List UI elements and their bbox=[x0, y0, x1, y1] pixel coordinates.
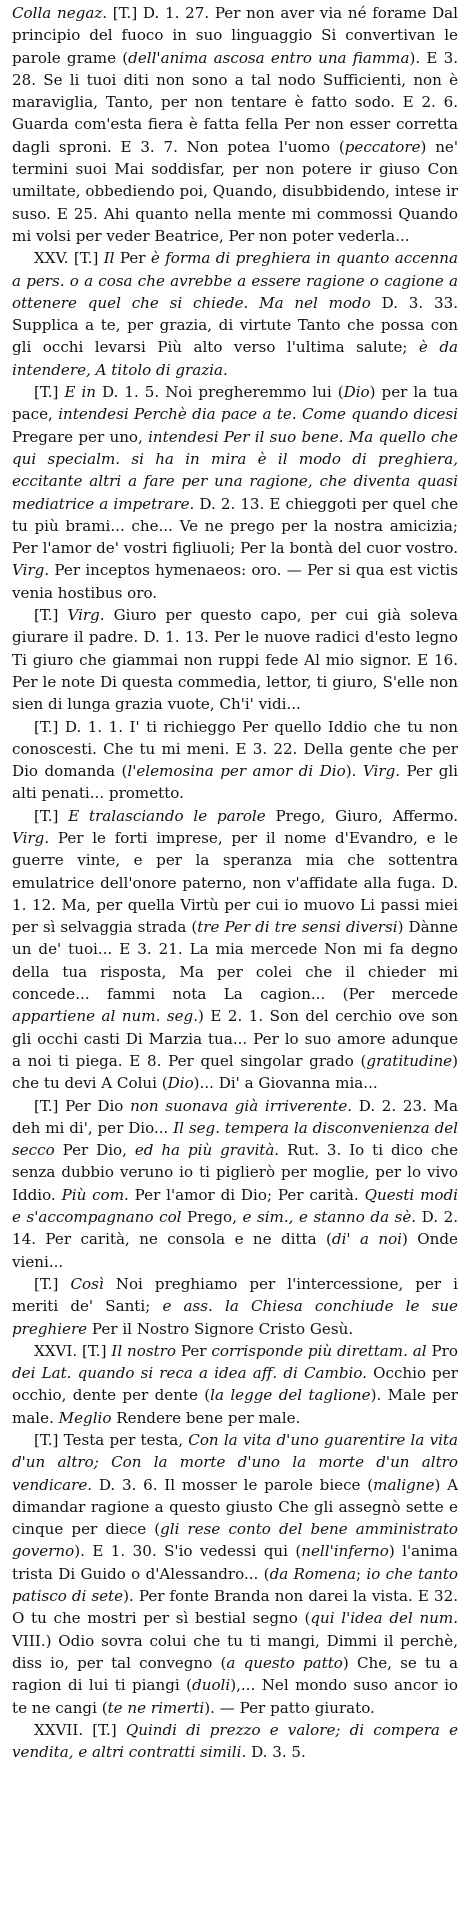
text-run: Pro bbox=[426, 1341, 458, 1360]
entry-paragraph bbox=[12, 2, 458, 247]
italic-run: e ass. la Chiesa conchiude le sue preghiere bbox=[12, 1297, 458, 1338]
text-run: ; bbox=[355, 1564, 367, 1583]
text-run: [T.] bbox=[34, 1274, 71, 1293]
text-run: [T.] D. 1. 1. I' ti richieggo Per quello Iddio che tu non conoscesti. Che tu mi meni. E 3. 22. Della gente che per Dio domanda ( bbox=[12, 717, 458, 781]
italic-run: è forma di preghiera in quanto accenna a pers. o a cosa che avrebbe a essere ragione o cagione a ottenere quel che si chiede. Ma nel modo bbox=[12, 249, 458, 312]
text-run: ). — Per patto giurato. bbox=[204, 1698, 375, 1717]
text-run: Per gli alti penati... prometto. bbox=[12, 762, 459, 803]
text-run: Per l'amor di Dio; Per carità. bbox=[128, 1185, 365, 1204]
text-run: Per bbox=[175, 1341, 212, 1360]
italic-run: l'elemosina per amor di Dio bbox=[127, 762, 346, 781]
entry-paragraph bbox=[12, 1719, 458, 1764]
entry-paragraph bbox=[12, 1429, 458, 1719]
text-run: [T.] bbox=[34, 383, 65, 402]
text-run: ) ne' termini suoi Mai soddisfar, per non potere ir giuso Con umiltate, obbediendo poi, Quando, disubbidendo, intese ir suso. E 25. Ahi quanto nella mente mi commossi Quando mi volsi per veder Beatrice, Per non poter vederla... bbox=[12, 137, 458, 245]
italic-run: la legge del taglione bbox=[210, 1386, 371, 1405]
italic-run: ed ha più gravità. bbox=[134, 1141, 280, 1160]
italic-run: Così bbox=[70, 1274, 104, 1293]
text-run: D. 2. 23. Ma deh mi di', per Dio... bbox=[12, 1096, 458, 1137]
entry-paragraph bbox=[12, 1273, 458, 1340]
text-run: ) che tu devi A Colui ( bbox=[12, 1051, 458, 1093]
italic-run: gli rese conto del bene amministrato governo bbox=[12, 1520, 458, 1561]
italic-run: è da intendere, A titolo di grazia. bbox=[12, 338, 458, 379]
italic-run: peccatore bbox=[344, 137, 421, 156]
italic-run: non suonava già irriverente. bbox=[130, 1096, 353, 1115]
italic-run: intendesi Perchè dia pace a te. Come quando dicesi bbox=[58, 405, 458, 424]
italic-run: E in bbox=[64, 383, 97, 402]
italic-run: gratitudine bbox=[366, 1051, 453, 1070]
italic-run: Colla negaz. bbox=[12, 4, 108, 22]
text-run: Per le forti imprese, per il nome d'Evandro, e le guerre vinte, e per la speranza mia che sottentra emulatrice dell'onore paterno, non v'affidate alla fuga. D. 1. 12. Ma, per quella Virtù per cui io muovo Li passi miei per sì selvaggia strada ( bbox=[12, 828, 458, 937]
italic-run: intendesi Per il suo bene. Ma quello che qui specialm. si ha in mira è il modo di preghiera, eccitante altri a fare per una ragione, che diventa quasi mediatrice a impetrare. bbox=[12, 427, 458, 513]
italic-run: Virg. bbox=[12, 828, 50, 847]
text-run: ) Onde vieni... bbox=[12, 1230, 458, 1271]
italic-run: da Romena bbox=[269, 1564, 356, 1583]
text-run: XXVII. [T.] bbox=[34, 1720, 126, 1739]
entry-paragraph bbox=[12, 247, 458, 381]
entry-paragraph bbox=[12, 805, 458, 1095]
italic-run: nell'inferno bbox=[301, 1542, 389, 1561]
text-run: ) A dimandar ragione a questo giusto Che gli assegnò sette e cinque per diece ( bbox=[12, 1475, 458, 1539]
entry-paragraph bbox=[12, 1095, 458, 1273]
text-run: Per bbox=[114, 249, 151, 268]
italic-run: Con la vita d'uno guarentire la vita d'un altro; Con la morte d'uno la morte d'un altro vendicare. bbox=[12, 1431, 458, 1494]
text-run: Per inceptos hymenaeos: oro. — Per si qua est victis venia hostibus oro. bbox=[12, 561, 458, 602]
italic-run: Più com. bbox=[61, 1185, 129, 1204]
italic-run: Meglio bbox=[58, 1408, 112, 1427]
text-run: D. 1. 5. Noi pregheremmo lui ( bbox=[96, 383, 344, 402]
italic-run: Il nostro bbox=[111, 1341, 176, 1360]
text-run: Prego, bbox=[181, 1208, 243, 1227]
italic-run: tre Per di tre sensi diversi bbox=[197, 918, 398, 937]
italic-run: qui l'idea del num. bbox=[310, 1609, 458, 1628]
italic-run: corrisponde più direttam. al bbox=[211, 1341, 427, 1360]
text-run: VIII.) Odio sovra colui che tu ti mangi, Dimmi il perchè, diss io, per tal convegno ( bbox=[12, 1631, 458, 1672]
entry-paragraph bbox=[12, 381, 458, 604]
text-run: ) per la tua pace, bbox=[12, 383, 458, 424]
text-run: D. 3. 5. bbox=[246, 1743, 306, 1762]
text-run: [T.] Per Dio bbox=[34, 1096, 131, 1115]
italic-run: Dio bbox=[167, 1074, 194, 1093]
text-run: ) Dànne un de' tuoi... E 3. 21. La mia mercede Non mi fa degno della tua risposta, Ma per colei che il chieder mi concede... fammi nota La cagion... (Per mercede bbox=[12, 918, 458, 1004]
italic-run: io che tanto patisco di sete bbox=[12, 1564, 458, 1606]
entry-paragraph bbox=[12, 1340, 458, 1429]
text-run: XXV. [T.] bbox=[34, 249, 104, 268]
italic-run: Questi modi e s'accompagnano col bbox=[12, 1185, 459, 1227]
entry-text-body bbox=[12, 2, 458, 1763]
text-run: Giuro per questo capo, per cui già soleva giurare il padre. D. 1. 13. Per le nuove radici d'esto legno Ti giuro che giammai non ruppi fede Al mio signor. E 16. Per le note Di questa commedia, lettor, ti giuro, S'elle non sien di lunga grazia vuote, Ch'i' vidi... bbox=[12, 606, 458, 714]
italic-run: E tralasciando le parole bbox=[68, 806, 266, 825]
italic-run: Virg. bbox=[67, 606, 105, 625]
italic-run: a questo patto bbox=[226, 1653, 343, 1672]
text-run: ) E 2. 1. Son del cerchio ove son gli occhi casti Di Marzia tua... Per lo suo amore adunque a noi ti piega. E 8. Per quel singolar grado ( bbox=[12, 1007, 459, 1070]
entry-paragraph bbox=[12, 716, 458, 805]
italic-run: Il bbox=[103, 249, 115, 268]
text-run: ). Male per male. bbox=[12, 1386, 458, 1427]
text-run: ). bbox=[345, 762, 363, 781]
text-run: ) Che, se tu a ragion di lui ti piangi ( bbox=[12, 1653, 458, 1695]
italic-run: Quindi di prezzo e valore; di compera e vendita, e altri contratti simili. bbox=[12, 1720, 458, 1762]
text-run: Rendere bene per male. bbox=[111, 1408, 301, 1427]
text-run: [T.] bbox=[34, 806, 69, 825]
italic-run: Dio bbox=[343, 383, 370, 402]
italic-run: Virg. bbox=[362, 762, 401, 781]
text-run: Per Dio, bbox=[54, 1141, 135, 1160]
italic-run: Virg. bbox=[12, 561, 50, 580]
text-run: [T.] Testa per testa, bbox=[34, 1431, 189, 1449]
text-run: D. 2. 13. E chieggoti per quel che tu più brami... che... Ve ne prego per la nostra amicizia; Per l'amor de' vostri figliuoli; Per la bontà del cuor vostro. bbox=[12, 494, 459, 558]
text-run: Pregare per uno, bbox=[12, 427, 149, 446]
text-run: Per il Nostro Signore Cristo Gesù. bbox=[87, 1319, 354, 1338]
italic-run: dei Lat. quando si reca a idea aff. di Cambio. bbox=[12, 1364, 367, 1383]
italic-run: e sim., e stanno da sè. bbox=[242, 1208, 417, 1227]
text-run: ). E 1. 30. S'io vedessi qui ( bbox=[74, 1542, 302, 1561]
italic-run: di' a noi bbox=[331, 1230, 402, 1249]
italic-run: appartiene al num. seg. bbox=[12, 1007, 199, 1026]
text-run: D. 2. 14. Per carità, ne consola e ne ditta ( bbox=[12, 1208, 458, 1249]
entry-paragraph bbox=[12, 604, 458, 715]
text-run: XXVI. [T.] bbox=[34, 1341, 112, 1360]
italic-run: te ne rimerti bbox=[107, 1698, 205, 1717]
text-run: [T.] bbox=[34, 606, 68, 625]
italic-run: Il seg. tempera la disconvenienza del secco bbox=[12, 1118, 458, 1160]
italic-run: dell'anima ascosa entro una fiamma bbox=[128, 48, 410, 67]
text-run: ) l'anima trista Di Guido o d'Alessandro... ( bbox=[12, 1542, 458, 1583]
text-run: )... Di' a Giovanna mia... bbox=[193, 1074, 378, 1093]
text-run: Rut. 3. Io ti dico che senza dubbio veruno io ti piglierò per moglie, per lo vivo Iddio. bbox=[12, 1141, 459, 1204]
text-run: Prego, Giuro, Affermo. bbox=[265, 806, 459, 825]
text-run: Occhio per occhio, dente per dente ( bbox=[12, 1364, 458, 1405]
text-run: D. 3. 6. Il mosser le parole biece ( bbox=[92, 1475, 374, 1494]
text-run: [T.] D. 1. 27. Per non aver via né forame Dal principio del fuoco in suo linguaggio Si convertivan le parole grame ( bbox=[12, 4, 458, 67]
text-run: ). E 3. 28. Se li tuoi diti non sono a tal nodo Sufficienti, non è maraviglia, Tanto, per non tentare è fatto sodo. E 2. 6. Guarda com'esta fiera è fatta fella Per non esser corretta dagli sproni. E 3. 7. Non potea l'uomo ( bbox=[12, 48, 458, 156]
text-run: ). Per fonte Branda non darei la vista. E 32. O tu che mostri per sì bestial segno ( bbox=[12, 1587, 458, 1628]
italic-run: maligne bbox=[373, 1475, 435, 1494]
text-run: Noi preghiamo per l'intercessione, per i meriti de' Santi; bbox=[12, 1274, 458, 1316]
italic-run: duoli bbox=[192, 1676, 231, 1695]
text-run: ),... Nel mondo suso ancor io te ne cangi ( bbox=[12, 1676, 458, 1717]
text-run: D. 3. 33. Supplica a te, per grazia, di virtute Tanto che possa con gli occhi levarsi Più alto verso l'ultima salute; bbox=[12, 293, 458, 357]
